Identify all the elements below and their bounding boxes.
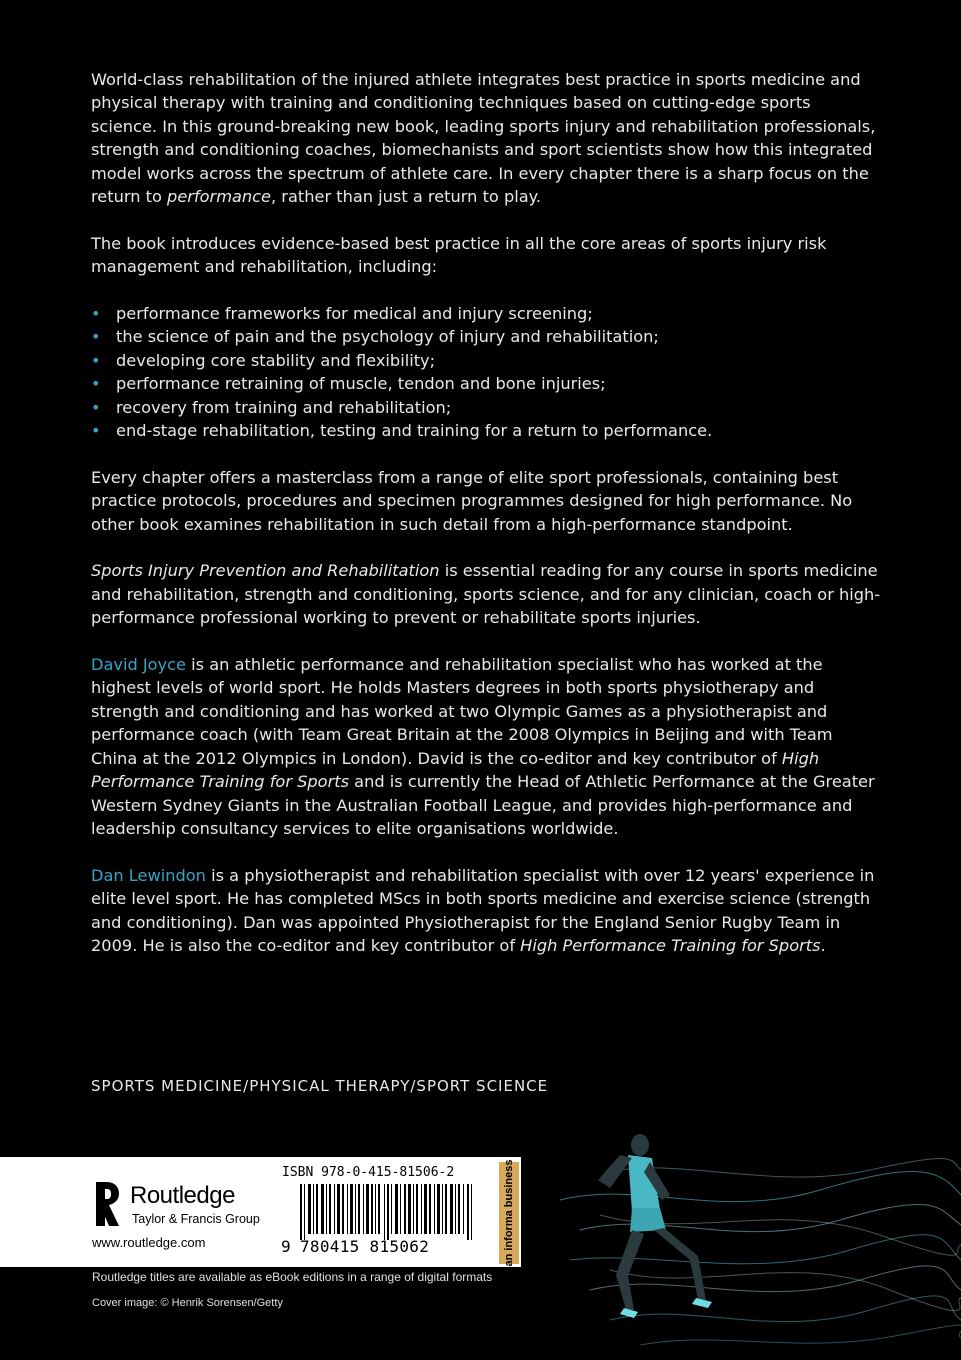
publisher-name: Routledge [130, 1182, 235, 1209]
book-title: Sports Injury Prevention and Rehabilitation [91, 561, 440, 581]
list-intro-paragraph: The book introduces evidence-based best practice in all the core areas of sports injury risk management and rehabilitation, including: [91, 233, 827, 277]
ean-digits: 780415 815062 [300, 1237, 430, 1256]
informa-band [499, 1159, 519, 1267]
author-bio-text: is an athletic performance and rehabilitation specialist who has worked at the highest levels of world sport. He holds Masters degrees in both sports physiotherapy and strength and conditioning and has worked at two Olympic Games as a physiotherapist and performance coach (with Team Great Britain at the 2008 Olympics in Beijing and with Team China at the 2012 Olympics in London). David is the co-editor and key contributor of [91, 655, 833, 768]
intro-text: World-class rehabilitation of the injured athlete integrates best practice in sports medicine and physical therapy with training and conditioning techniques based on cutting-edge sports science. In this ground-breaking new book, leading sports injury and rehabilitation professionals, strength and conditioning coaches, biomechanists and sport scientists show how this integrated model works across the spectrum of athlete care. In every chapter there is a sharp focus on the return to [91, 70, 876, 207]
blurb [91, 68, 881, 981]
author-name: David Joyce [91, 655, 186, 675]
ean-lead-digit: 9 [281, 1237, 291, 1256]
list-item: • developing core stability and flexibility; [91, 349, 881, 372]
author-bio-dan [91, 864, 881, 958]
isbn-label: ISBN 978-0-415-81506-2 [282, 1165, 455, 1180]
list-item: • the science of pain and the psychology of injury and rehabilitation; [91, 325, 881, 348]
intro-emphasis: performance [167, 187, 272, 207]
subject-category: SPORTS MEDICINE/PHYSICAL THERAPY/SPORT SCIENCE [91, 1077, 549, 1095]
author-bio-text-end: and is currently the Head of Athletic Performance at the Greater Western Sydney Giants in the Australian Football League, and provides high-performance and leadership consultancy services to elite organisations worldwide. [91, 772, 875, 838]
list-item: • performance retraining of muscle, tendon and bone injuries; [91, 372, 881, 395]
author-book-title: High Performance Training for Sports [91, 748, 820, 792]
essential-text: is essential reading for any course in sports medicine and rehabilitation, strength and conditioning, sports science, and for any clinician, coach or high-performance professional working to prevent or rehabilitate sports injuries. [91, 561, 881, 628]
athlete-image [520, 1100, 961, 1360]
author-bio-david [91, 653, 881, 840]
informa-text: an informa business [503, 1159, 515, 1267]
author-bio-text-end: . [820, 935, 826, 955]
routledge-logo-icon [92, 1180, 122, 1230]
cover-credit: Cover image: © Henrik Sorensen/Getty [92, 1297, 283, 1309]
essential-paragraph [91, 559, 881, 629]
list-item: • end-stage rehabilitation, testing and training for a return to performance. [91, 419, 881, 442]
publisher-group: Taylor & Francis Group [132, 1212, 260, 1226]
barcode [300, 1184, 475, 1240]
list-item: • recovery from training and rehabilitation; [91, 396, 881, 419]
intro-paragraph [91, 68, 881, 208]
intro-text-end: , rather than just a return to play. [271, 187, 542, 207]
author-book-title: High Performance Training for Sports [520, 935, 821, 955]
topics-list [91, 302, 881, 442]
author-bio-text: is a physiotherapist and rehabilitation specialist with over 12 years' experience in elite level sport. He has completed MScs in both sports medicine and exercise science (strength and conditioning). Dan was appointed Physiotherapist for the England Senior Rugby Team in 2009. He is also the co-editor and key contributor of [91, 865, 875, 955]
publisher-website: www.routledge.com [92, 1235, 206, 1250]
list-item: • performance frameworks for medical and injury screening; [91, 302, 881, 325]
ebook-note: Routledge titles are available as eBook editions in a range of digital formats [92, 1270, 493, 1284]
masterclass-paragraph: Every chapter offers a masterclass from a range of elite sport professionals, containing best practice protocols, procedures and specimen programmes designed for high performance. No other book examines rehabilitation in such detail from a high-performance standpoint. [91, 467, 853, 534]
author-name: Dan Lewindon [91, 865, 206, 885]
